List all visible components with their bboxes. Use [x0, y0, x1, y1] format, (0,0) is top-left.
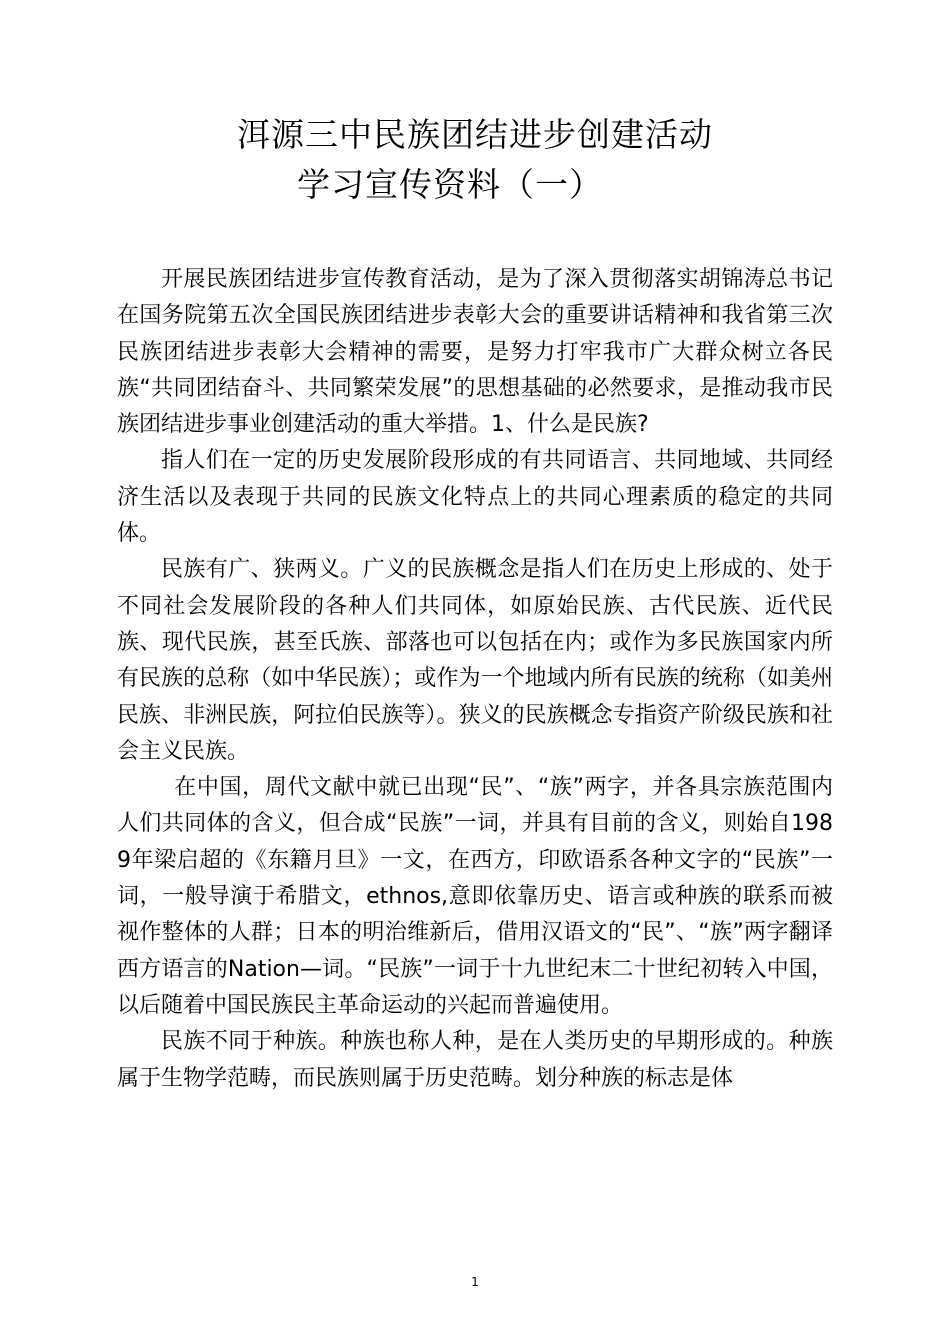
paragraph-intro: 开展民族团结进步宣传教育活动，是为了深入贯彻落实胡锦涛总书记在国务院第五次全国民族团结进步表彰大会的重要讲话精神和我省第三次民族团结进步表彰大会精神的需要，是努力打牢我市广大群众树立各民族“共同团结奋斗、共同繁荣发展”的思想基础的必然要求，是推动我市民族团结进步事业创建活动的重大举措。1、什么是民族?	[117, 267, 833, 438]
paragraph-definition: 指人们在一定的历史发展阶段形成的有共同语言、共同地域、共同经济生活以及表现于共同的民族文化特点上的共同心理素质的稳定的共同体。	[117, 448, 833, 547]
document-title	[0, 110, 950, 210]
page-number: 1	[471, 1275, 479, 1289]
document-body	[117, 262, 833, 1097]
paragraph-race: 民族不同于种族。种族也称人种，是在人类历史的早期形成的。种族属于生物学范畴，而民族则属于历史范畴。划分种族的标志是体	[117, 1029, 833, 1091]
title-line-2: 学习宣传资料（一）	[297, 165, 603, 204]
paragraph-broad-narrow: 民族有广、狭两义。广义的民族概念是指人们在历史上形成的、处于不同社会发展阶段的各种人们共同体，如原始民族、古代民族、近代民族、现代民族，甚至氏族、部落也可以包括在内；或作为多民族国家内所有民族的总称（如中华民族）；或作为一个地域内所有民族的统称（如美州民族、非洲民族，阿拉伯民族等）。狭义的民族概念专指资产阶级民族和社会主义民族。	[117, 557, 833, 764]
title-line-1: 洱源三中民族团结进步创建活动	[237, 115, 713, 154]
paragraph-etymology: 在中国，周代文献中就已出现“民”、“族”两字，并各具宗族范围内人们共同体的含义，但合成“民族”一词，并具有目前的含义，则始自1989年梁启超的《东籍月旦》一文，在西方，印欧语系各种文字的“民族”一词，一般导演于希腊文，ethnos,意即依靠历史、语言或种族的联系而被视作整体的人群；日本的明治维新后，借用汉语文的“民”、“族”两字翻译西方语言的Nation—词。“民族”一词于十九世纪末二十世纪初转入中国，以后随着中国民族民主革命运动的兴起而普遍使用。	[117, 775, 833, 1018]
